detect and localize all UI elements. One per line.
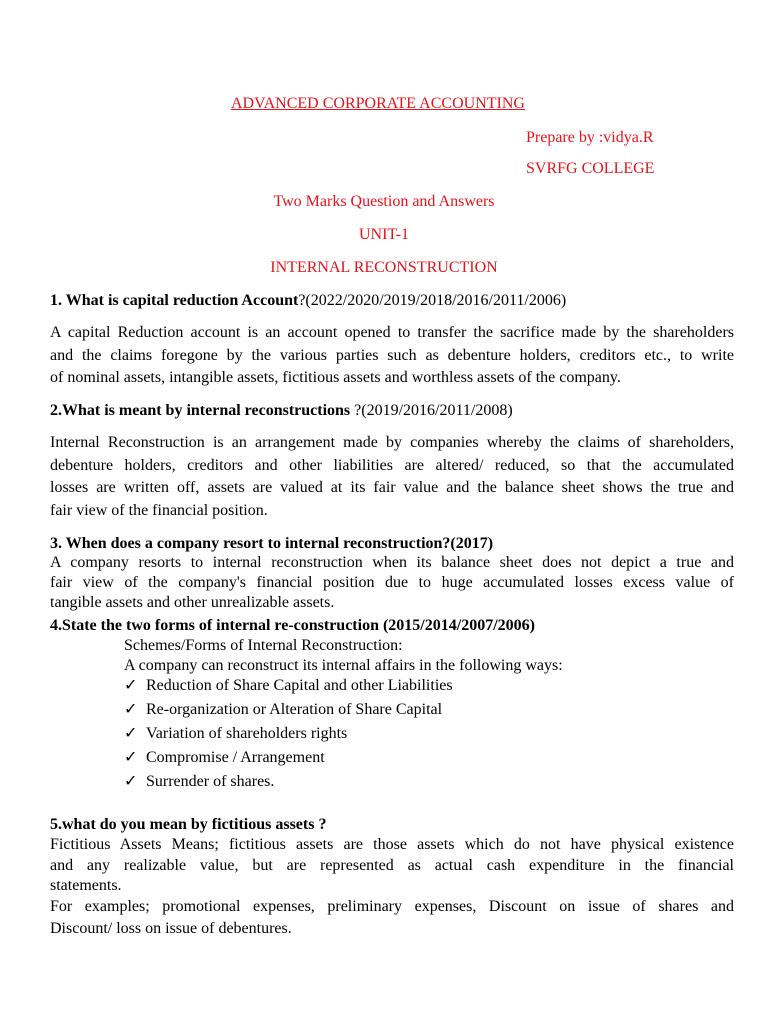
answer-line: A capital Reduction account is an account opened to transfer the sacrifice made by the shareholders (50, 324, 734, 341)
answer-line: fair view of the company's financial position due to huge accumulated losses excess value of (50, 574, 734, 591)
section-subtitle: Two Marks Question and Answers (273, 193, 495, 210)
question-1-years: ?(2022/2020/2019/2018/2016/2011/2006) (298, 292, 567, 309)
question-4: 4.State the two forms of internal re-construction (2015/2014/2007/2006) (50, 617, 535, 634)
answer-1 (50, 322, 734, 390)
question-2-years: ?(2019/2016/2011/2008) (350, 402, 513, 419)
question-1-text: 1. What is capital reduction Account (50, 292, 299, 309)
list-item: ✓ Re-organization or Alteration of Share Capital (124, 698, 453, 722)
list-item: ✓ Variation of shareholders rights (124, 722, 453, 746)
answer-5 (50, 834, 734, 940)
question-3: 3. When does a company resort to internal reconstruction?(2017) (50, 535, 494, 552)
schemes-intro: A company can reconstruct its internal affairs in the following ways: (124, 657, 563, 674)
answer-line: and the claims foregone by the various parties such as debenture holders, creditors etc., to write (50, 346, 734, 364)
answer-3 (50, 553, 734, 613)
question-1 (50, 291, 566, 311)
answer-line: Discount/ loss on issue of debentures. (50, 920, 292, 937)
answer-line: fair view of the financial position. (50, 501, 268, 519)
answer-line: Fictitious Assets Means; fictitious assets are those assets which do not have physical existence (50, 836, 734, 853)
question-5: 5.what do you mean by fictitious assets ? (50, 816, 327, 833)
answer-line: losses are written off, assets are valued at its fair value and the balance sheet shows the true and (50, 479, 734, 496)
answer-line: tangible assets and other unrealizable assets. (50, 594, 335, 611)
prepared-by: Prepare by :vidya.R (526, 129, 654, 146)
answer-line: A company resorts to internal reconstruction when its balance sheet does not depict a true and (50, 554, 734, 571)
checkmark-icon: ✓ (124, 677, 138, 694)
checkmark-icon: ✓ (124, 701, 138, 718)
answer-line: debenture holders, creditors and other liabilities are altered/ reduced, so that the accumulated (50, 456, 734, 474)
answer-line: Internal Reconstruction is an arrangement made by companies whereby the claims of shareholders, (50, 434, 734, 451)
schemes-list (124, 674, 453, 794)
list-item: ✓ Reduction of Share Capital and other Liabilities (124, 674, 453, 698)
unit-heading: UNIT-1 (358, 226, 410, 243)
checkmark-icon: ✓ (124, 749, 138, 766)
topic-heading: INTERNAL RECONSTRUCTION (270, 259, 498, 276)
answer-line: statements. (50, 877, 122, 894)
list-item: ✓ Compromise / Arrangement (124, 746, 453, 770)
college-name: SVRFG COLLEGE (526, 160, 655, 177)
list-item: ✓ Surrender of shares. (124, 770, 453, 794)
question-2-text: 2.What is meant by internal reconstructions (50, 402, 351, 419)
answer-line: For examples; promotional expenses, preliminary expenses, Discount on issue of shares and (50, 898, 734, 915)
answer-2 (50, 432, 734, 522)
checkmark-icon: ✓ (124, 725, 138, 742)
schemes-heading: Schemes/Forms of Internal Reconstruction: (124, 637, 403, 654)
answer-line: of nominal assets, intangible assets, fictitious assets and worthless assets of the company. (50, 369, 621, 386)
document-title: ADVANCED CORPORATE ACCOUNTING (231, 95, 525, 112)
checkmark-icon: ✓ (124, 773, 138, 790)
answer-line: and any realizable value, but are represented as actual cash expenditure in the financial (50, 857, 734, 874)
question-2 (50, 401, 513, 421)
